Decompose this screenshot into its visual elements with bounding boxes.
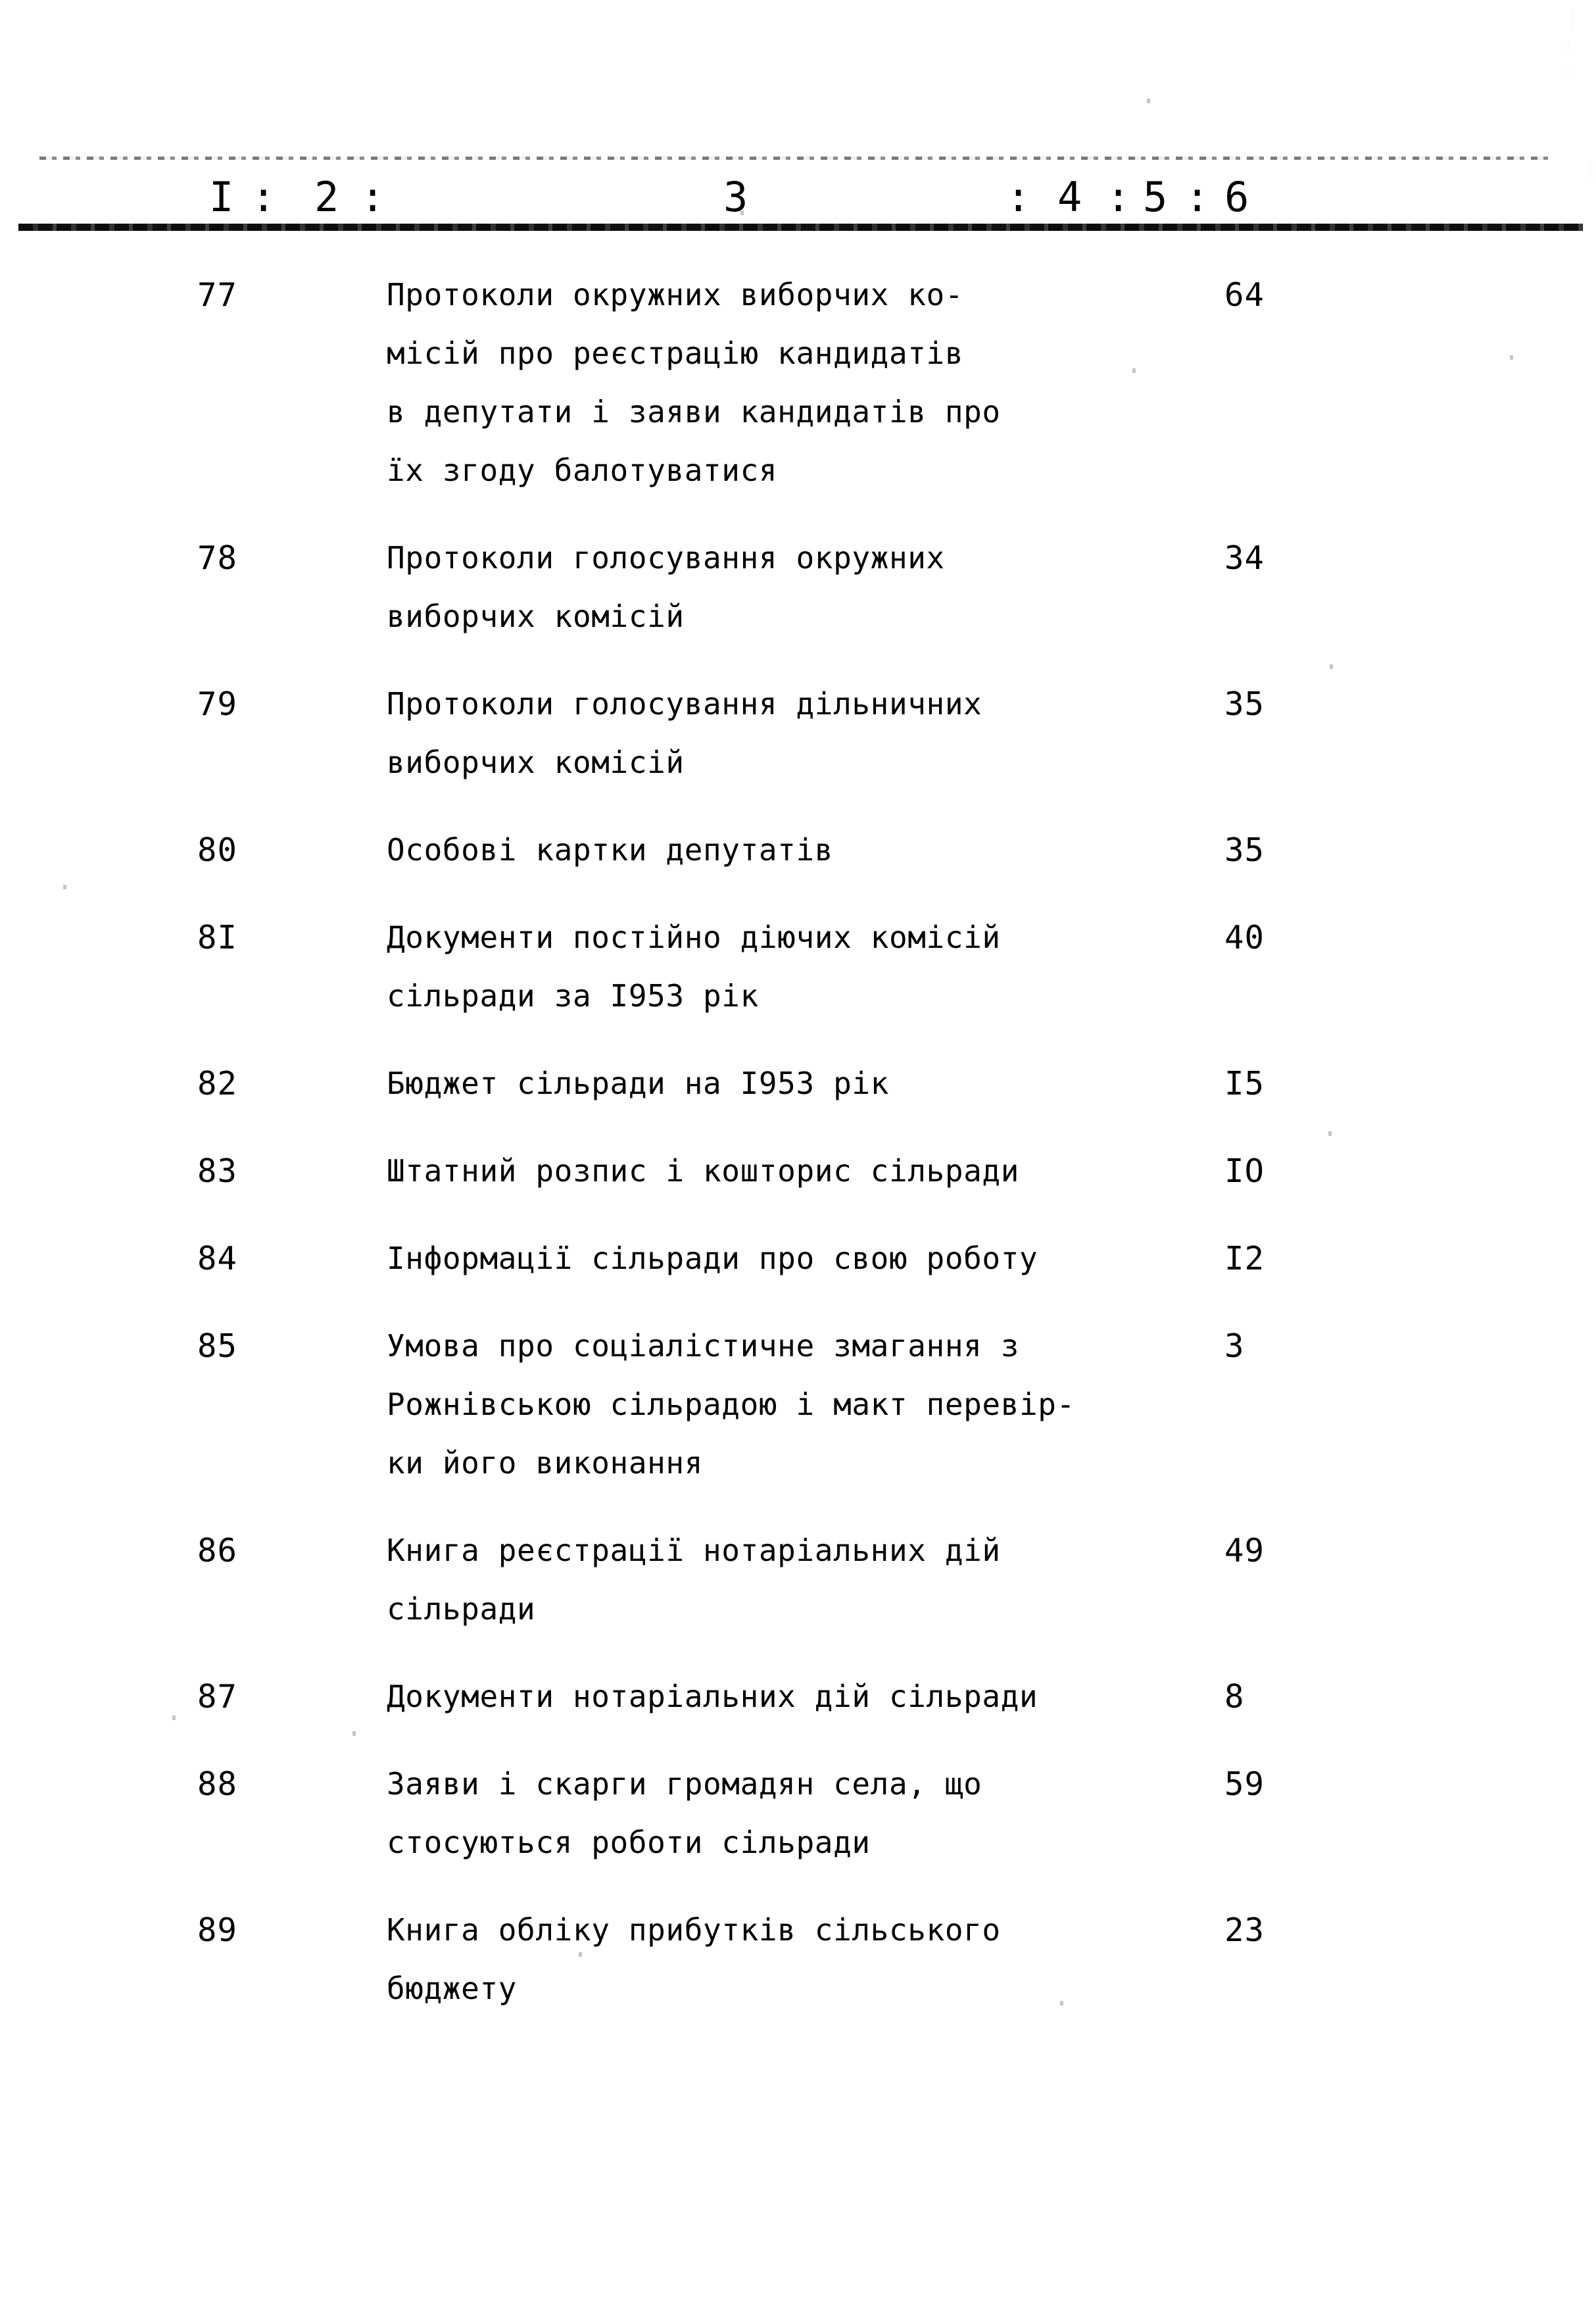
- table-row: [0, 1521, 1596, 1667]
- row-number: 8I: [197, 919, 238, 956]
- row-count: 8: [1224, 1678, 1245, 1715]
- row-description: [387, 1901, 1209, 2018]
- description-line: Протоколи окружних виборчих ко-: [387, 277, 964, 312]
- table-row: [0, 1755, 1596, 1901]
- row-number: 79: [197, 685, 238, 723]
- table-row: [0, 1142, 1596, 1229]
- description-line: Рожнівською сільрадою і макт перевір-: [387, 1387, 1075, 1422]
- row-number: 77: [197, 276, 238, 314]
- column-header-4: 4: [1057, 173, 1082, 221]
- description-line: сільради: [387, 1591, 536, 1627]
- scan-artifact: [1564, 68, 1571, 74]
- description-line: Штатний розпис і кошторис сільради: [387, 1153, 1020, 1189]
- description-line: Протоколи голосування дільничних: [387, 686, 982, 722]
- scan-artifact: [1571, 8, 1575, 30]
- description-line: їх згоду балотуватися: [387, 453, 778, 488]
- column-header-1: I: [209, 173, 234, 221]
- row-description: [387, 266, 1209, 500]
- table-row: [0, 1901, 1596, 2047]
- row-count: 49: [1224, 1532, 1265, 1569]
- description-line: Умова про соціалістичне змагання з: [387, 1328, 1020, 1364]
- scan-artifact: [1147, 99, 1150, 103]
- column-separator-5: :: [1185, 173, 1210, 221]
- scan-artifact: [1588, 162, 1593, 178]
- description-line: місій про реєстрацію кандидатів: [387, 335, 964, 371]
- description-line: Документи нотаріальних дій сільради: [387, 1679, 1038, 1714]
- header-rule-top: [39, 157, 1550, 160]
- column-header-3: 3: [723, 173, 748, 221]
- description-line: Книга обліку прибутків сільського: [387, 1912, 1001, 1948]
- row-count: 40: [1224, 919, 1265, 956]
- description-line: Заяви і скарги громадян села, що: [387, 1766, 982, 1802]
- description-line: бюджету: [387, 1971, 518, 2006]
- column-separator-1: :: [251, 173, 276, 221]
- table-row: [0, 1054, 1596, 1142]
- column-separator-3: :: [1006, 173, 1031, 221]
- column-separator-2: :: [360, 173, 385, 221]
- row-number: 85: [197, 1327, 238, 1365]
- row-description: [387, 529, 1209, 646]
- column-header-5: 5: [1143, 173, 1168, 221]
- row-description: [387, 1142, 1209, 1200]
- row-number: 78: [197, 539, 238, 577]
- row-count: IO: [1224, 1152, 1265, 1190]
- row-number: 84: [197, 1240, 238, 1277]
- description-line: сільради за I953 рік: [387, 978, 759, 1014]
- row-count: I2: [1224, 1240, 1265, 1277]
- description-line: Інформації сільради про свою роботу: [387, 1241, 1038, 1276]
- description-line: Особові картки депутатів: [387, 832, 834, 868]
- row-description: [387, 1667, 1209, 1726]
- row-description: [387, 1229, 1209, 1288]
- column-separator-4: :: [1106, 173, 1131, 221]
- description-line: стосуються роботи сільради: [387, 1825, 871, 1860]
- description-line: Бюджет сільради на I953 рік: [387, 1066, 889, 1101]
- description-line: виборчих комісій: [387, 745, 685, 780]
- table-row: [0, 675, 1596, 821]
- description-line: Протоколи голосування окружних: [387, 540, 945, 576]
- row-number: 82: [197, 1065, 238, 1102]
- header-rule-bold: [18, 224, 1583, 231]
- row-count: 34: [1224, 539, 1265, 577]
- row-count: 35: [1224, 685, 1265, 723]
- table-row: [0, 529, 1596, 675]
- column-header-2: 2: [314, 173, 339, 221]
- row-description: [387, 1521, 1209, 1638]
- row-number: 80: [197, 831, 238, 869]
- row-count: 23: [1224, 1911, 1265, 1949]
- scan-artifact: [1567, 41, 1570, 51]
- table-row: [0, 1667, 1596, 1755]
- description-line: Документи постійно діючих комісій: [387, 920, 1001, 955]
- description-line: Книга реєстрації нотаріальних дій: [387, 1533, 1001, 1568]
- description-line: ки його виконання: [387, 1445, 704, 1481]
- table-row: [0, 908, 1596, 1054]
- table-row: [0, 821, 1596, 908]
- row-description: [387, 675, 1209, 792]
- description-line: в депутати і заяви кандидатів про: [387, 394, 1001, 430]
- row-description: [387, 1317, 1209, 1492]
- row-count: 35: [1224, 831, 1265, 869]
- row-description: [387, 908, 1209, 1025]
- inventory-table: [0, 266, 1596, 2047]
- row-number: 88: [197, 1765, 238, 1803]
- table-row: [0, 266, 1596, 529]
- row-count: 3: [1224, 1327, 1245, 1365]
- row-description: [387, 1755, 1209, 1872]
- table-row: [0, 1229, 1596, 1317]
- row-number: 83: [197, 1152, 238, 1190]
- row-number: 86: [197, 1532, 238, 1569]
- description-line: виборчих комісій: [387, 599, 685, 634]
- row-description: [387, 1054, 1209, 1113]
- row-number: 89: [197, 1911, 238, 1949]
- table-row: [0, 1317, 1596, 1521]
- column-header-6: 6: [1224, 173, 1249, 221]
- row-count: 59: [1224, 1765, 1265, 1803]
- row-count: I5: [1224, 1065, 1265, 1102]
- row-count: 64: [1224, 276, 1265, 314]
- row-number: 87: [197, 1678, 238, 1715]
- row-description: [387, 821, 1209, 879]
